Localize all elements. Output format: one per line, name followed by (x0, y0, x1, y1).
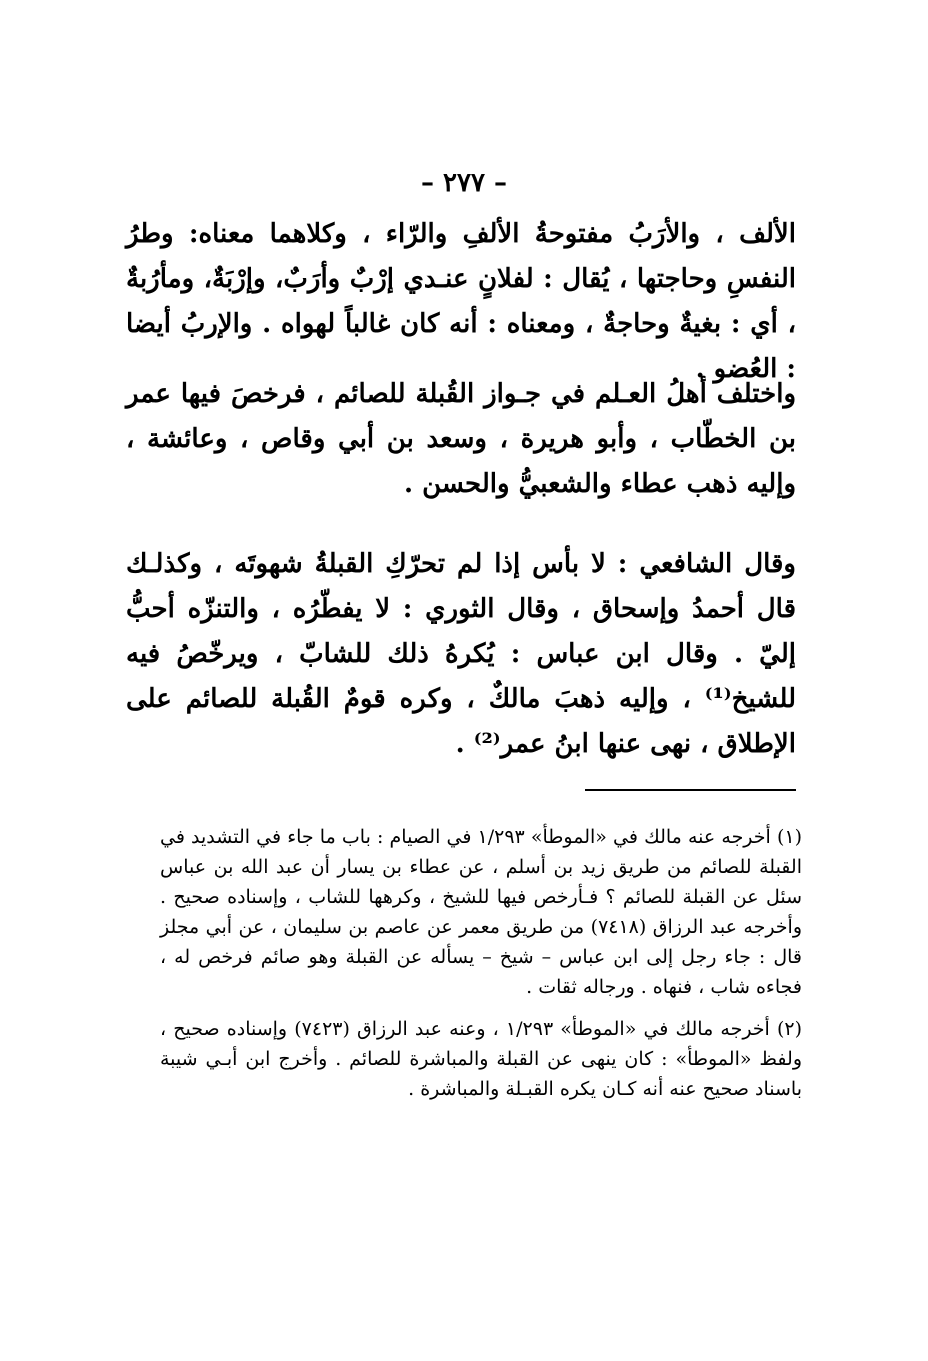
main-text (126, 212, 796, 767)
footnote-separator (585, 789, 796, 791)
footnote-2: (٢) أخرجه مالك في «الموطأ» ١/٢٩٣ ، وعنه عبد الرزاق (٧٤٢٣) وإسناده صحيح ، ولفظ «الموطأ» : كان ينهى عن القبلة والمباشرة للصائم . وأخرج ابن أبـي شيبة باسناد صحيح عنه أنه كـان يكره القبـلة والمباشرة . (160, 1018, 803, 1100)
footnote-1: (١) أخرجه عنه مالك في «الموطأ» ١/٢٩٣ في الصيام : باب ما جاء في التشديد في القبلة للصائم من طريق زيد بن أسلم ، عن عطاء بن يسار أن عبد الله بن عباس سئل عن القبلة للصائم ؟ فـأرخص فيها للشيخ ، وكرهها للشاب ، وإسناده صحيح . وأخرجه عبد الرزاق (٧٤١٨) من طريق معمر عن عاصم بن سليمان ، عن أبي مجلز قال : جاء رجل إلى ابن عباس – شيخ – يسأله عن القبلة وهو صائم فرخص له ، فجاءه شاب ، فنهاه . ورجاله ثقات . (160, 826, 803, 998)
paragraph-shafii-opinion: وقال الشافعي : لا بأس إذا لم تحرّكِ القبلةُ شهوتَه ، وكذلـك قال أحمدُ وإسحاق ، وقال الثوري : لا يفطّرُه ، والتنزّه أحبُّ إليّ . وقال ابن عباس : يُكرهُ ذلك للشابّ ، ويرخّصُ فيه للشيخ⁽¹⁾ ، وإليه ذهبَ مالكٌ ، وكره قومٌ القُبلة للصائم على الإطلاق ، نهى عنها ابنُ عمر⁽²⁾ . (126, 549, 796, 759)
footnotes (160, 822, 802, 1104)
paragraph-definition: الألف ، والأرَبُ مفتوحةُ الألفِ والرّاء ، وكلاهما معناه: وطرُ النفسِ وحاجتها ، يُقال : لفلانٍ عنـدي إرْبٌ وأرَبٌ، وإرْبَةٌ، ومأرُبةٌ ، أي : بغيةٌ وحاجةٌ ، ومعناه : أنه كان غالباً لهواه . والإربُ أيضا : العُضو . (126, 219, 796, 384)
paragraph-scholars-disagreement: واختلف أهلُ العـلم في جـواز القُبلة للصائم ، فرخصَ فيها عمر بن الخطّاب ، وأبو هريرة ، وسعد بن أبي وقاص ، وعائشة ، وإليه ذهب عطاء والشعبيُّ والحسن . (126, 379, 797, 499)
page-number: – ٢٧٧ – (420, 168, 508, 198)
